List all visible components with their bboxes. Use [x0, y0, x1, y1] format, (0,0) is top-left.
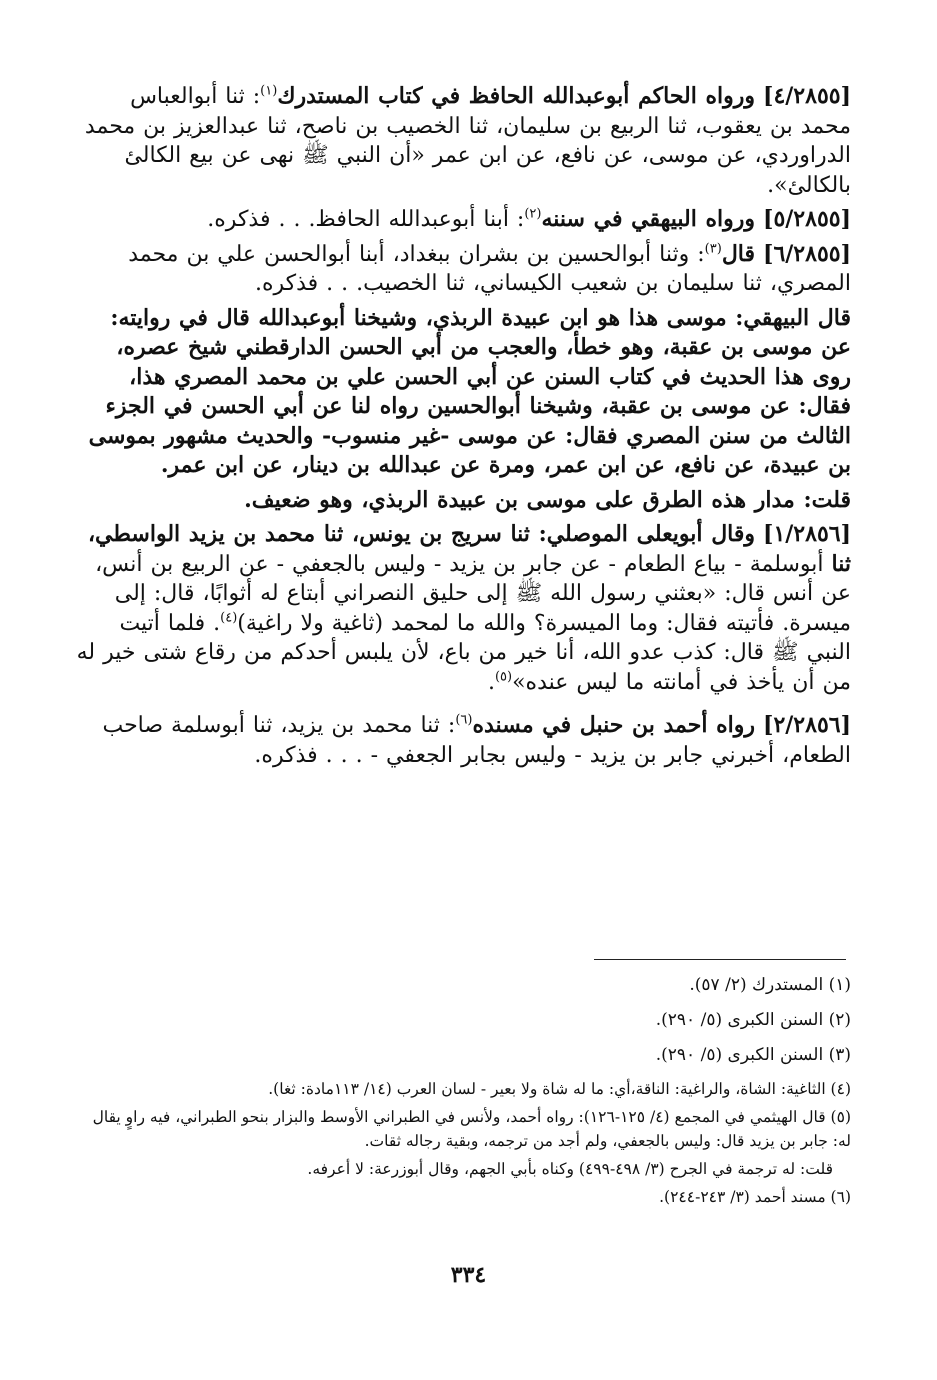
hadith-entry-2856-2	[76, 711, 851, 770]
footnote-marker: (٤)	[220, 610, 238, 626]
footnote-5: (٥) قال الهيثمي في المجمع (٤/ ١٢٥-١٢٦): رواه أحمد، ولأنس في الطبراني الأوسط والبزار بنحو الطبراني، فيه راوٍ يقال له: جابر بن يزيد قال: وليس بالجعفي، ولم أجد من ترجمه، وبقية رجاله ثقات.	[92, 1108, 851, 1150]
hadith-entry-2856-1	[76, 520, 851, 697]
hadith-lead: رواه أحمد بن حنبل في مسنده	[472, 712, 756, 738]
hadith-entry-2855-6	[76, 240, 851, 299]
footnote-marker: (٣)	[704, 241, 722, 257]
footnote-separator	[594, 959, 846, 960]
hadith-lead: ورواه البيهقي في سننه	[541, 206, 756, 232]
hadith-text: أبوسلمة - بياع الطعام - عن جابر بن يزيد - وليس بالجعفي - عن الربيع بن أنس، عن أنس قال: «بعثني رسول الله ﷺ إلى حليق النصراني أبتاع له أثوابًا، قال: إلى ميسرة. فأتيته فقال: وما الميسرة؟ والله ما لمحمد (ثاغية ولا راغية)	[95, 551, 851, 636]
footnote-4: (٤) الثاغية: الشاة، والراغية: الناقة،أي: ما له شاة ولا بعير - لسان العرب (١٤/ ١١٣مادة: ثغا).	[268, 1080, 851, 1098]
hadith-text-end: .	[487, 669, 495, 695]
hadith-entry-2855-4	[76, 82, 851, 200]
footnotes-section	[76, 972, 851, 1213]
hadith-text: : ثنا محمد بن يزيد، ثنا أبوسلمة صاحب الطعام، أخبرني جابر بن يزيد - وليس بجابر الجعفي - . . . فذكره.	[102, 713, 851, 768]
footnote-2: (٢) السنن الكبرى (٥/ ٢٩٠).	[655, 1010, 851, 1030]
footnote-marker: (٢)	[524, 206, 542, 222]
footnote-6: (٦) مسند أحمد (٣/ ٢٤٣-٢٤٤).	[659, 1188, 851, 1206]
footnote-3: (٣) السنن الكبرى (٥/ ٢٩٠).	[655, 1045, 851, 1065]
hadith-reference: [٤/٢٨٥٥]	[763, 83, 851, 109]
footnote-5-note: قلت: له ترجمة في الجرح (٣/ ٤٩٨-٤٩٩) وكناه بأبي الجهم، وقال أبوزرعة: لا أعرفه.	[307, 1160, 833, 1178]
hadith-text-cont: . فلما أتيت النبي ﷺ قال: كذب عدو الله، أنا خير من باع، لأن يلبس أحدكم من رقاع شتى خير له من أن يأخذ في أمانته ما ليس عنده»	[76, 610, 851, 695]
hadith-reference: [٦/٢٨٥٥]	[763, 240, 851, 267]
footnote-marker: (٥)	[494, 669, 513, 685]
hadith-lead: قال	[721, 240, 756, 267]
baihaqi-comment: قال البيهقي: موسى هذا هو ابن عبيدة الربذي، وشيخنا أبوعبدالله قال في روايته: عن موسى بن عقبة، وهو خطأ، والعجب من أبي الحسن الدارقطني شيخ عصره، روى هذا الحديث في كتاب السنن عن أبي الحسن علي بن محمد المصري هذا، فقال: عن موسى بن عقبة، وشيخنا أبوالحسين رواه لنا عن أبي الحسن في الجزء الثالث من سنن المصري فقال: عن موسى -غير منسوب- والحديث مشهور بموسى بن عبيدة، عن نافع، عن ابن عمر، ومرة عن عبدالله بن دينار، عن ابن عمر.	[88, 304, 851, 478]
hadith-text: : ثنا أبوالعباس محمد بن يعقوب، ثنا الربيع بن سليمان، ثنا الخصيب بن ناصح، ثنا عبدالعزيز بن محمد الدراوردي، عن موسى، عن نافع، عن ابن عمر «أن النبي ﷺ نهى عن بيع الكالئ بالكالئ».	[84, 84, 851, 198]
author-comment: قلت: مدار هذه الطرق على موسى بن عبيدة الربذي، وهو ضعيف.	[244, 486, 851, 513]
footnote-1: (١) المستدرك (٢/ ٥٧).	[689, 975, 851, 995]
hadith-reference: [١/٢٨٥٦]	[763, 521, 851, 547]
hadith-text: : أبنا أبوعبدالله الحافظ. . . فذكره.	[207, 207, 525, 232]
hadith-reference: [٢/٢٨٥٦]	[763, 712, 851, 738]
hadith-lead: ورواه الحاكم أبوعبدالله الحافظ في كتاب المستدرك	[277, 83, 756, 109]
hadith-reference: [٥/٢٨٥٥]	[763, 206, 851, 232]
hadith-lead: وقال أبويعلى الموصلي: ثنا سريج بن يونس، ثنا محمد بن يزيد الواسطي، ثنا	[87, 521, 851, 577]
footnote-marker: (١)	[260, 83, 278, 99]
page-number: ٣٣٤	[450, 1262, 487, 1288]
hadith-entry-2855-5	[76, 205, 851, 235]
footnote-marker: (٦)	[455, 712, 473, 728]
hadith-text: : وثنا أبوالحسين بن بشران ببغداد، أبنا أبوالحسن علي بن محمد المصري، ثنا سليمان بن شعيب الكيساني، ثنا الخصيب. . . فذكره.	[128, 241, 851, 296]
